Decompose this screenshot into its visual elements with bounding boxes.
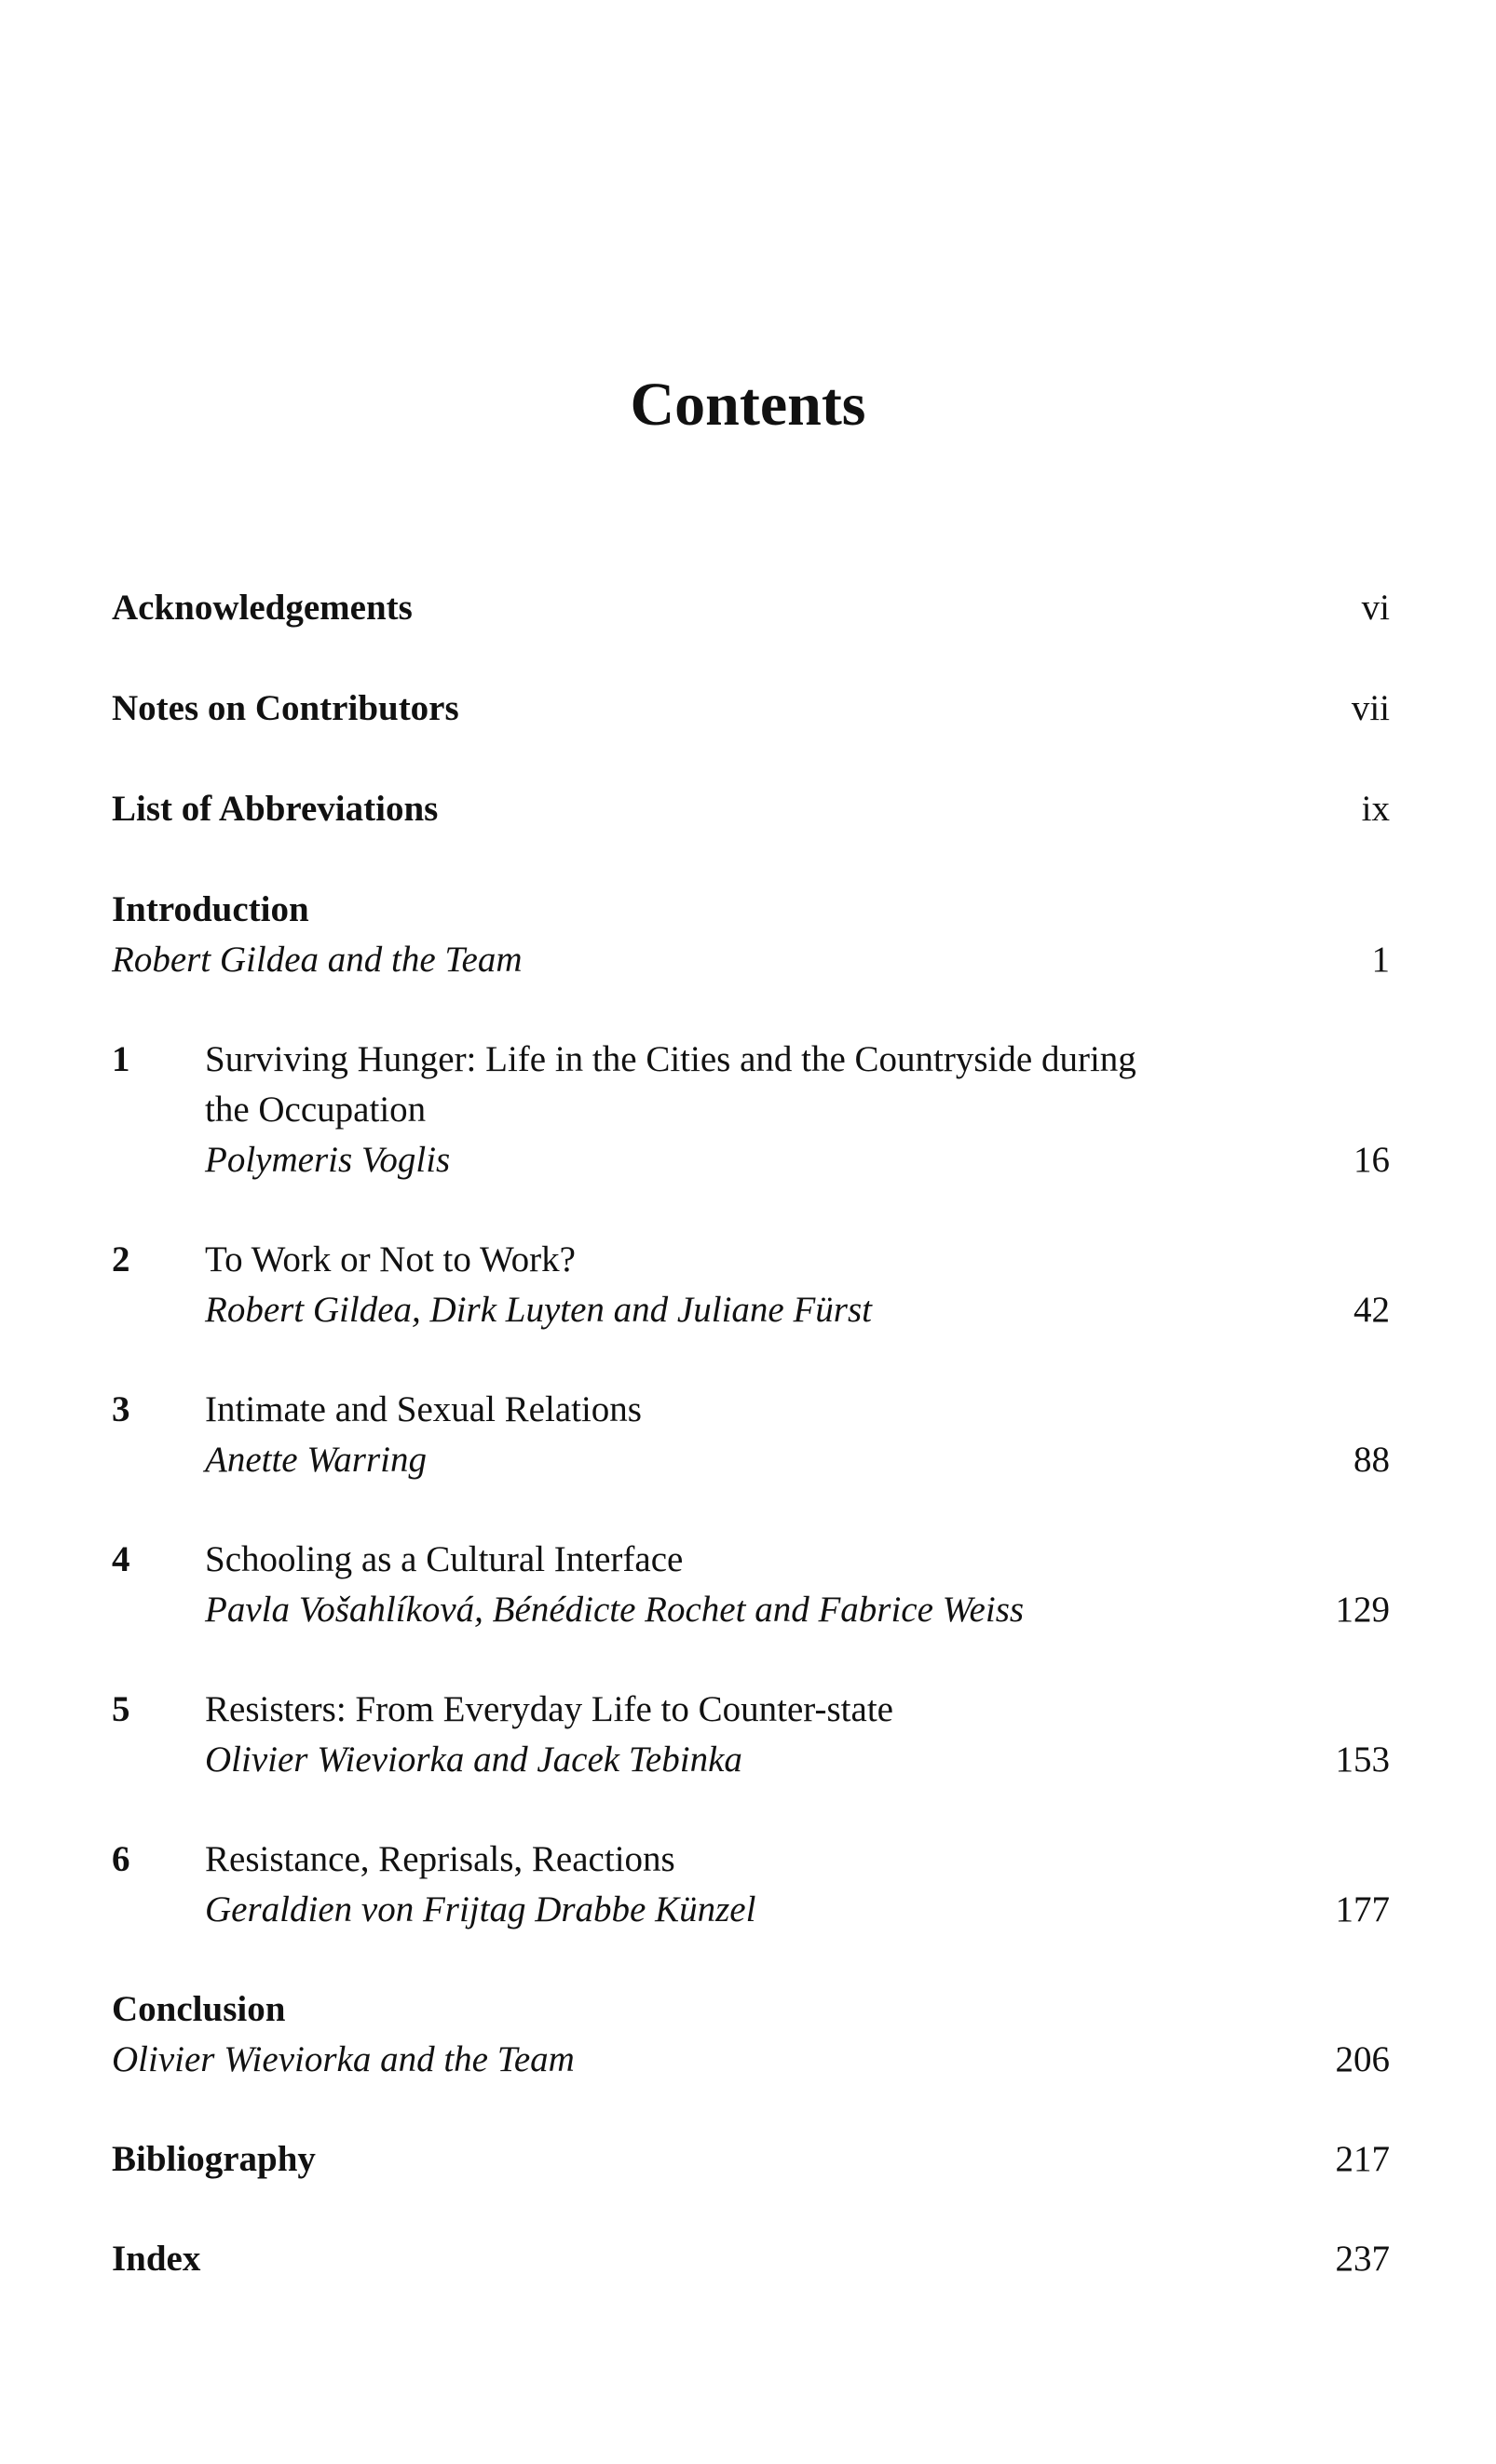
toc-entry-author: Robert Gildea and the Team xyxy=(112,940,523,980)
toc-page-number: 206 xyxy=(1335,2039,1390,2079)
chapter-number: 2 xyxy=(112,1239,130,1279)
toc-entry-author: Geraldien von Frijtag Drabbe Künzel xyxy=(205,1889,756,1929)
toc-entry-chapter-2[interactable] xyxy=(112,1235,1390,1335)
toc-entry-chapter-3[interactable] xyxy=(112,1385,1390,1485)
toc-page-number: 1 xyxy=(1371,940,1390,980)
toc-entry-chapter-1[interactable] xyxy=(112,1035,1390,1185)
toc-page-number: 42 xyxy=(1353,1290,1390,1330)
chapter-title: Schooling as a Cultural Interface xyxy=(205,1539,684,1579)
toc-entry-label: Notes on Contributors xyxy=(112,688,459,728)
chapter-number: 5 xyxy=(112,1689,130,1729)
toc-entry-index[interactable] xyxy=(112,2234,1390,2284)
toc-entry-chapter-5[interactable] xyxy=(112,1685,1390,1785)
toc-entry-chapter-6[interactable] xyxy=(112,1834,1390,1935)
toc-entry-label: Index xyxy=(112,2239,201,2279)
toc-entry-chapter-4[interactable] xyxy=(112,1535,1390,1635)
toc-page-number: ix xyxy=(1361,789,1390,829)
toc-entry-author: Olivier Wieviorka and Jacek Tebinka xyxy=(205,1740,742,1780)
toc-entry-introduction[interactable] xyxy=(112,885,1390,985)
toc-entry-label: Bibliography xyxy=(112,2139,316,2179)
chapter-number: 4 xyxy=(112,1539,130,1579)
toc-page-number: vi xyxy=(1361,588,1390,628)
page-title: Contents xyxy=(630,371,866,439)
toc-entry-label: Acknowledgements xyxy=(112,588,413,628)
chapter-title: Intimate and Sexual Relations xyxy=(205,1389,642,1429)
chapter-title: Resistance, Reprisals, Reactions xyxy=(205,1839,675,1879)
toc-page-number: 217 xyxy=(1335,2139,1390,2179)
toc-entry-author: Anette Warring xyxy=(205,1440,427,1480)
chapter-title-line-2: the Occupation xyxy=(205,1090,427,1130)
toc-entry-author: Olivier Wieviorka and the Team xyxy=(112,2039,575,2079)
chapter-number: 6 xyxy=(112,1839,130,1879)
toc-entry-label: Conclusion xyxy=(112,1989,286,2029)
toc-entry-author: Polymeris Voglis xyxy=(205,1140,451,1180)
toc-entry-bibliography[interactable] xyxy=(112,2134,1390,2185)
toc-page-number: 177 xyxy=(1335,1889,1390,1929)
chapter-number: 3 xyxy=(112,1389,130,1429)
chapter-title-line-1: Surviving Hunger: Life in the Cities and the Countryside during xyxy=(205,1039,1136,1079)
chapter-number: 1 xyxy=(112,1039,130,1079)
toc-entry-author: Pavla Vošahlíková, Bénédicte Rochet and Fabrice Weiss xyxy=(205,1590,1025,1630)
toc-page-number: 153 xyxy=(1335,1740,1390,1780)
toc-page-number: 16 xyxy=(1353,1140,1390,1180)
toc-entry-list-of-abbreviations[interactable] xyxy=(112,784,1390,834)
toc-entry-notes-on-contributors[interactable] xyxy=(112,684,1390,734)
toc-page-number: 129 xyxy=(1335,1590,1390,1630)
toc-page-number: 237 xyxy=(1335,2239,1390,2279)
toc-entry-author: Robert Gildea, Dirk Luyten and Juliane Fürst xyxy=(205,1290,872,1330)
toc-entry-label: Introduction xyxy=(112,889,309,929)
chapter-title: Resisters: From Everyday Life to Counter-state xyxy=(205,1689,893,1729)
toc-page-number: 88 xyxy=(1353,1440,1390,1480)
toc-page-number: vii xyxy=(1351,688,1390,728)
toc-entry-acknowledgements[interactable] xyxy=(112,583,1390,633)
toc-entry-label: List of Abbreviations xyxy=(112,789,439,829)
toc-entry-conclusion[interactable] xyxy=(112,1984,1390,2085)
chapter-title: To Work or Not to Work? xyxy=(205,1239,576,1279)
